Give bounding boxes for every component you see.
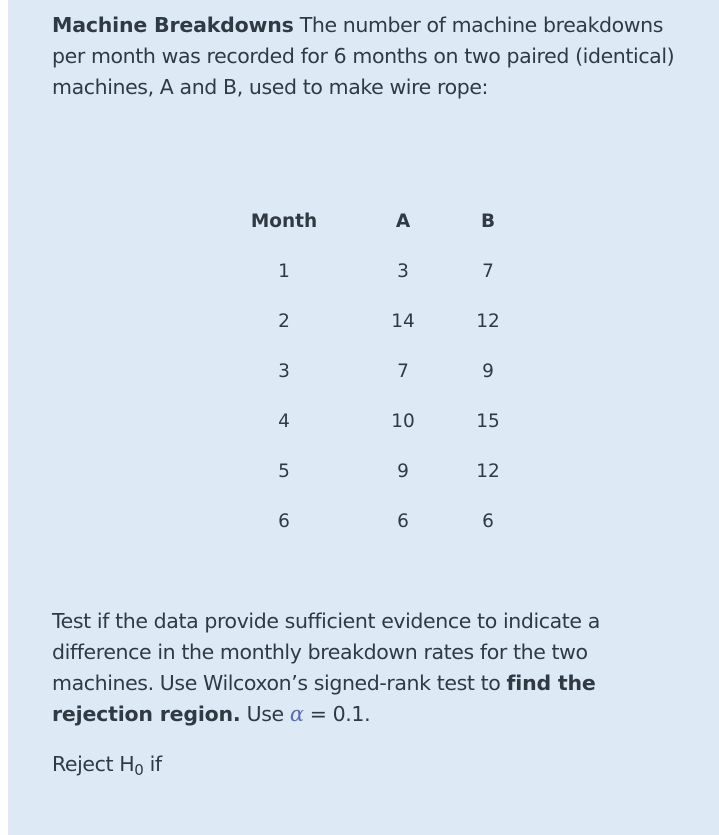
header-machine-b: B: [480, 210, 496, 232]
question-text-after: Use: [240, 702, 290, 726]
question-text-before: Test if the data provide sufficient evidence to indicate a difference in the monthly breakdown rates for the two machines. Use Wilcoxon’s signed-rank test to: [52, 609, 600, 695]
reject-prefix: Reject H: [52, 752, 135, 776]
cell-month: 4: [278, 410, 290, 432]
cell-month: 1: [278, 260, 290, 282]
question-bold-phrase: find the rejection region.: [52, 671, 596, 726]
table-row: [223, 496, 515, 546]
alpha-symbol: α: [289, 702, 304, 726]
cell-month: 2: [278, 310, 290, 332]
cell-b: 12: [476, 460, 500, 482]
header-month: Month: [250, 210, 318, 232]
cell-a: 7: [397, 360, 409, 382]
breakdown-table: [223, 196, 515, 546]
cell-b: 12: [476, 310, 500, 332]
header-machine-a: A: [395, 210, 411, 232]
cell-month: 3: [278, 360, 290, 382]
cell-b: 9: [482, 360, 494, 382]
cell-a: 3: [397, 260, 409, 282]
problem-intro: [52, 10, 692, 103]
reject-subscript: 0: [134, 761, 144, 779]
cell-b: 15: [476, 410, 500, 432]
cell-b: 6: [482, 510, 494, 532]
table-row: [223, 346, 515, 396]
reject-statement: [52, 749, 162, 786]
reject-suffix: if: [143, 752, 162, 776]
problem-intro-text: The number of machine breakdowns per month was recorded for 6 months on two paired (identical) machines, A and B, used to make wire rope:: [52, 13, 675, 99]
cell-month: 5: [278, 460, 290, 482]
table-row: [223, 446, 515, 496]
problem-title: Machine Breakdowns: [52, 13, 294, 37]
question-text: [52, 606, 692, 730]
cell-b: 7: [482, 260, 494, 282]
table-row: [223, 246, 515, 296]
cell-month: 6: [278, 510, 290, 532]
cell-a: 9: [397, 460, 409, 482]
table-header-row: [223, 196, 515, 246]
problem-card: [8, 0, 719, 835]
table-row: [223, 296, 515, 346]
cell-a: 14: [391, 310, 415, 332]
cell-a: 6: [397, 510, 409, 532]
alpha-value: = 0.1.: [303, 702, 371, 726]
table-row: [223, 396, 515, 446]
cell-a: 10: [391, 410, 415, 432]
